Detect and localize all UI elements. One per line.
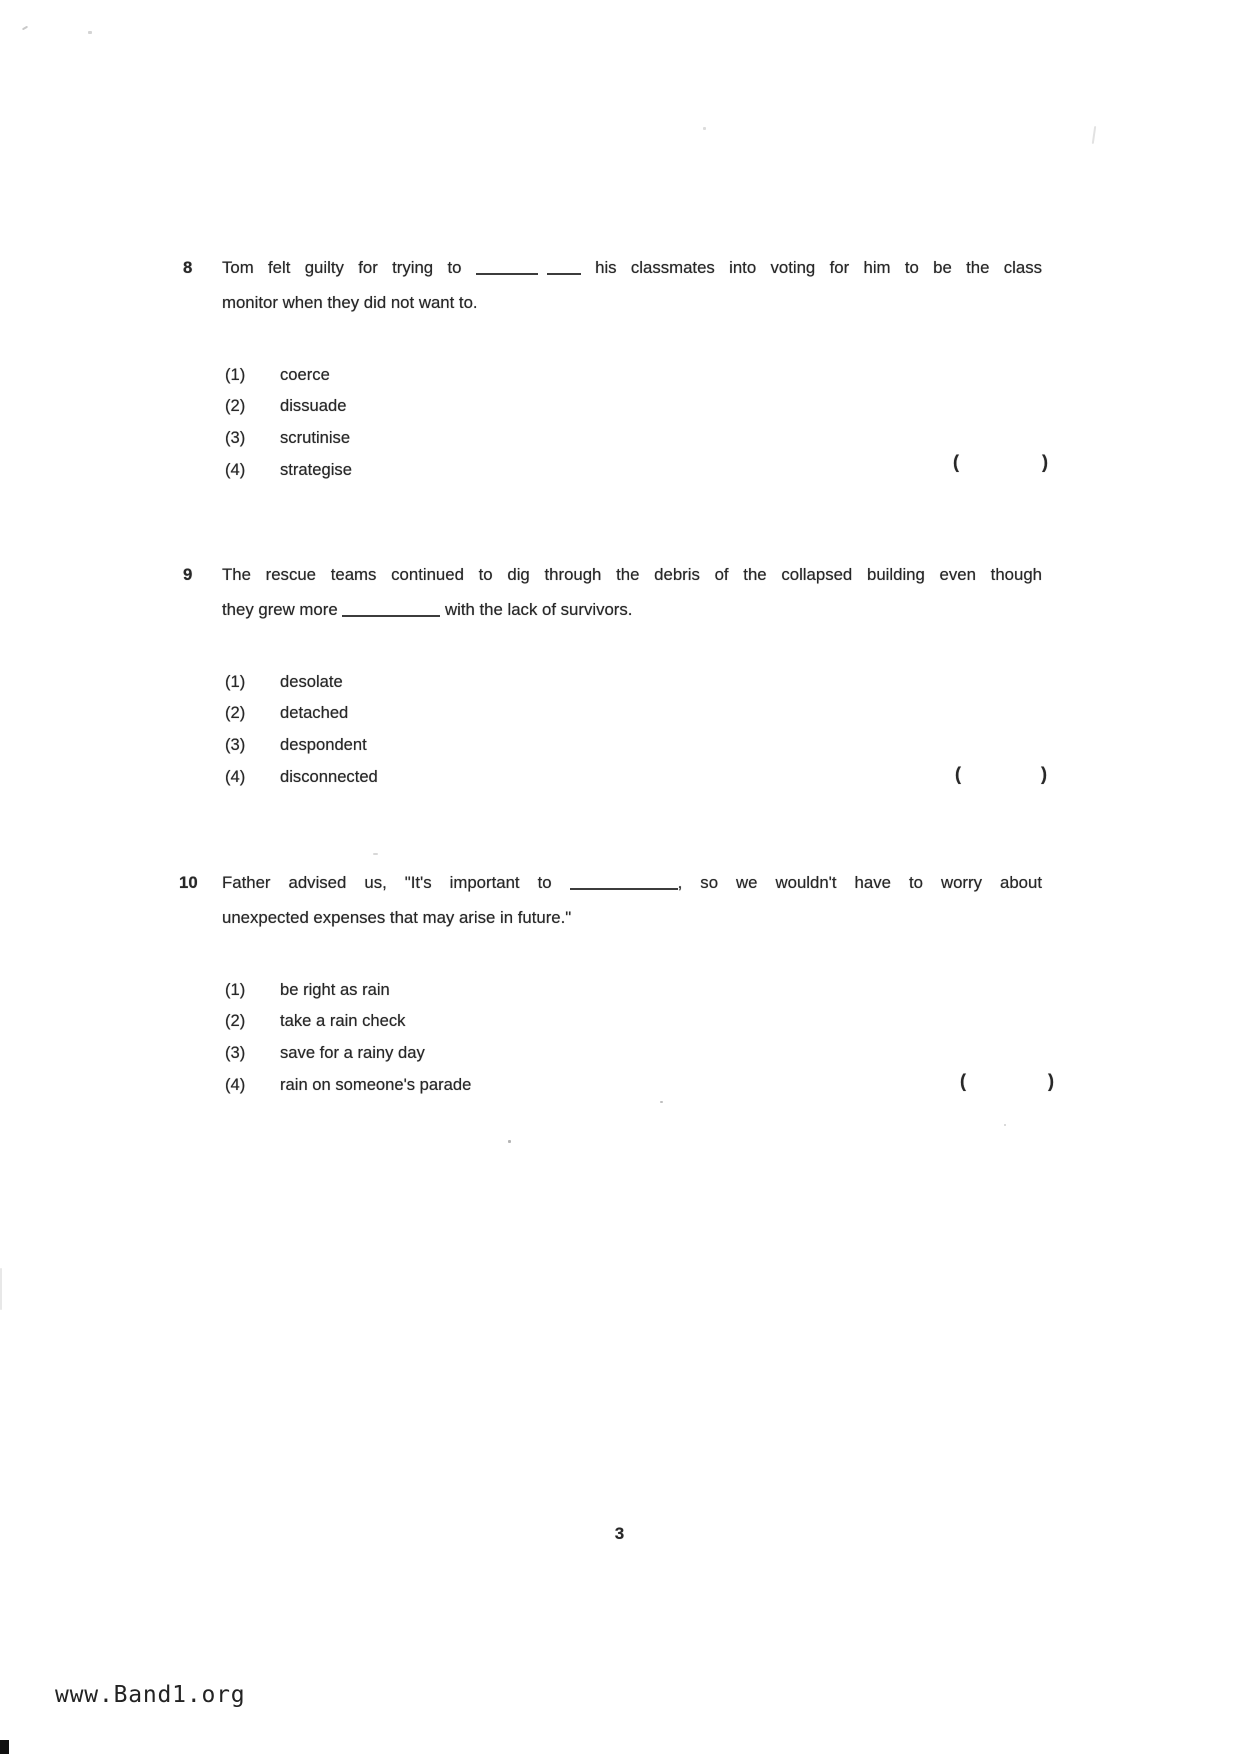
option-number: (2)	[225, 396, 246, 416]
option-label: scrutinise	[280, 427, 351, 447]
question-line	[222, 592, 1042, 627]
option-number: (1)	[225, 364, 246, 384]
question-number: 9	[183, 565, 193, 584]
question-text-segment: his classmates into voting for him to be the class	[595, 258, 1042, 277]
scan-noise	[508, 1140, 511, 1143]
option-label: strategise	[280, 459, 352, 479]
option-row	[225, 666, 378, 698]
scan-corner-mark	[0, 1740, 9, 1754]
page-number: 3	[614, 1524, 625, 1543]
question-text-segment: they grew more	[222, 600, 338, 619]
option-row	[225, 974, 471, 1006]
scan-noise	[22, 26, 28, 31]
question-line	[222, 900, 1042, 935]
answer-blank	[570, 885, 678, 890]
question-text-segment: The rescue teams continued to dig through the debris of the collapsed building even though	[222, 565, 1042, 584]
option-number: (4)	[225, 766, 246, 786]
scan-noise	[0, 1268, 2, 1310]
answer-blank	[476, 270, 538, 275]
question-8	[183, 250, 1042, 320]
question-text	[222, 557, 1042, 627]
option-number: (4)	[225, 459, 246, 479]
answer-bracket-q9	[955, 759, 1047, 789]
option-number: (3)	[225, 1042, 246, 1062]
option-row	[225, 1006, 471, 1038]
option-row	[225, 761, 378, 793]
bracket-close: )	[1041, 764, 1047, 784]
answer-blank	[547, 270, 581, 275]
option-row	[225, 391, 352, 423]
option-label: coerce	[280, 364, 330, 384]
answer-bracket-q8	[953, 447, 1048, 477]
option-number: (2)	[225, 1011, 246, 1031]
option-number: (2)	[225, 703, 246, 723]
question-line	[222, 250, 1042, 285]
option-row	[225, 422, 352, 454]
option-label: rain on someone's parade	[280, 1074, 472, 1094]
question-text-segment: , so we wouldn't have to worry about	[677, 873, 1042, 892]
watermark: www.Band1.org	[55, 1682, 246, 1708]
option-row	[225, 454, 352, 486]
option-row	[225, 1037, 471, 1069]
question-text	[222, 865, 1042, 935]
options-question-8	[225, 359, 352, 485]
option-number: (3)	[225, 427, 246, 447]
option-label: dissuade	[280, 396, 347, 416]
scan-noise	[1092, 126, 1096, 144]
question-text-segment: monitor when they did not want to.	[222, 293, 478, 312]
question-text-segment: Tom felt guilty for trying to	[222, 258, 462, 277]
bracket-close: )	[1048, 1071, 1054, 1091]
scan-noise	[660, 1101, 663, 1103]
bracket-open: (	[955, 764, 961, 784]
question-number: 8	[183, 258, 193, 277]
scan-noise	[88, 31, 92, 34]
option-label: take a rain check	[280, 1011, 406, 1031]
options-question-9	[225, 666, 378, 792]
question-number: 10	[179, 873, 198, 892]
options-question-10	[225, 974, 471, 1100]
option-label: detached	[280, 703, 349, 723]
question-line	[222, 865, 1042, 900]
scan-noise	[1004, 1124, 1006, 1126]
question-text-segment: unexpected expenses that may arise in future."	[222, 908, 572, 927]
question-line	[222, 557, 1042, 592]
option-row	[225, 698, 378, 730]
bracket-open: (	[960, 1071, 966, 1091]
option-number: (1)	[225, 979, 246, 999]
scan-noise	[373, 853, 378, 855]
option-label: despondent	[280, 734, 367, 754]
question-line	[222, 285, 1042, 320]
option-row	[225, 359, 352, 391]
question-text	[222, 250, 1042, 320]
question-text-segment: with the lack of survivors.	[445, 600, 633, 619]
question-10	[179, 865, 1042, 935]
scan-noise	[703, 127, 706, 130]
option-number: (3)	[225, 734, 246, 754]
option-number: (1)	[225, 671, 246, 691]
bracket-close: )	[1042, 452, 1048, 472]
question-text-segment: Father advised us, "It's important to	[222, 873, 552, 892]
option-number: (4)	[225, 1074, 246, 1094]
bracket-open: (	[953, 452, 959, 472]
option-row	[225, 729, 378, 761]
option-label: save for a rainy day	[280, 1042, 425, 1062]
option-label: be right as rain	[280, 979, 390, 999]
answer-blank	[342, 612, 440, 617]
question-9	[183, 557, 1042, 627]
option-label: disconnected	[280, 766, 378, 786]
option-row	[225, 1069, 471, 1101]
option-label: desolate	[280, 671, 343, 691]
answer-bracket-q10	[960, 1066, 1054, 1096]
